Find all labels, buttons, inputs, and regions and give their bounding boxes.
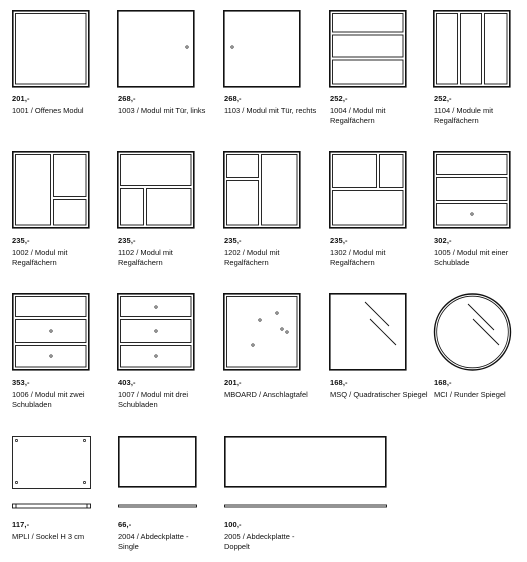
product-price: 252,-: [330, 94, 348, 103]
door-left-module-drawing: [117, 10, 195, 88]
mixed-shelves-1202-drawing: [223, 151, 301, 229]
product-description: MPLI / Sockel H 3 cm: [12, 532, 85, 541]
product-price: 66,-: [118, 520, 132, 529]
product-description: MCI / Runder Spiegel: [434, 390, 506, 399]
plinth-drawing: [12, 436, 92, 514]
product-price: 353,-: [12, 378, 30, 387]
product-description: 1202 / Modul mit Regalfächern: [224, 248, 280, 267]
product-description: 2005 / Abdeckplatte - Doppelt: [224, 532, 295, 551]
mixed-shelves-1102-drawing: [117, 151, 195, 229]
product-description: MBOARD / Anschlagtafel: [224, 390, 308, 399]
product-price: 117,-: [12, 520, 30, 529]
product-price: 201,-: [12, 94, 30, 103]
product-description: 1103 / Modul mit Tür, rechts: [224, 106, 317, 115]
product-price: 168,-: [434, 378, 452, 387]
product-price: 268,-: [118, 94, 136, 103]
product-price: 235,-: [224, 236, 242, 245]
mixed-shelves-1302-drawing: [329, 151, 407, 229]
product-price: 168,-: [330, 378, 348, 387]
pinboard-drawing: [223, 293, 301, 371]
product-description: 1004 / Modul mit Regalfächern: [330, 106, 386, 125]
product-description: 1102 / Modul mit Regalfächern: [118, 248, 173, 267]
product-description: MSQ / Quadratischer Spiegel: [330, 390, 428, 399]
product-description: 2004 / Abdeckplatte - Single: [118, 532, 189, 551]
one-drawer-module-drawing: [433, 151, 511, 229]
product-description: 1002 / Modul mit Regalfächern: [12, 248, 68, 267]
product-price: 235,-: [330, 236, 348, 245]
product-price: 235,-: [118, 236, 136, 245]
product-price: 235,-: [12, 236, 30, 245]
two-drawer-module-drawing: [12, 293, 90, 371]
open-module-drawing: [12, 10, 90, 88]
product-price: 268,-: [224, 94, 242, 103]
door-right-module-drawing: [223, 10, 301, 88]
product-price: 302,-: [434, 236, 452, 245]
horizontal-shelves-drawing: [329, 10, 407, 88]
single-cover-plate-drawing: [118, 436, 198, 514]
product-description: 1003 / Modul mit Tür, links: [118, 106, 206, 115]
product-description: 1104 / Module mit Regalfächern: [434, 106, 494, 125]
square-mirror-drawing: [329, 293, 407, 371]
product-description: 1302 / Modul mit Regalfächern: [330, 248, 386, 267]
double-cover-plate-drawing: [224, 436, 388, 514]
product-description: 1001 / Offenes Modul: [12, 106, 84, 115]
product-price: 100,-: [224, 520, 242, 529]
three-drawer-module-drawing: [117, 293, 195, 371]
round-mirror-drawing: [433, 293, 513, 373]
product-price: 403,-: [118, 378, 136, 387]
product-description: 1006 / Modul mit zwei Schubladen: [12, 390, 85, 409]
product-description: 1007 / Modul mit drei Schubladen: [118, 390, 189, 409]
mixed-shelves-1002-drawing: [12, 151, 90, 229]
product-price: 201,-: [224, 378, 242, 387]
product-price: 252,-: [434, 94, 452, 103]
vertical-shelves-drawing: [433, 10, 511, 88]
product-description: 1005 / Modul mit einer Schublade: [434, 248, 509, 267]
